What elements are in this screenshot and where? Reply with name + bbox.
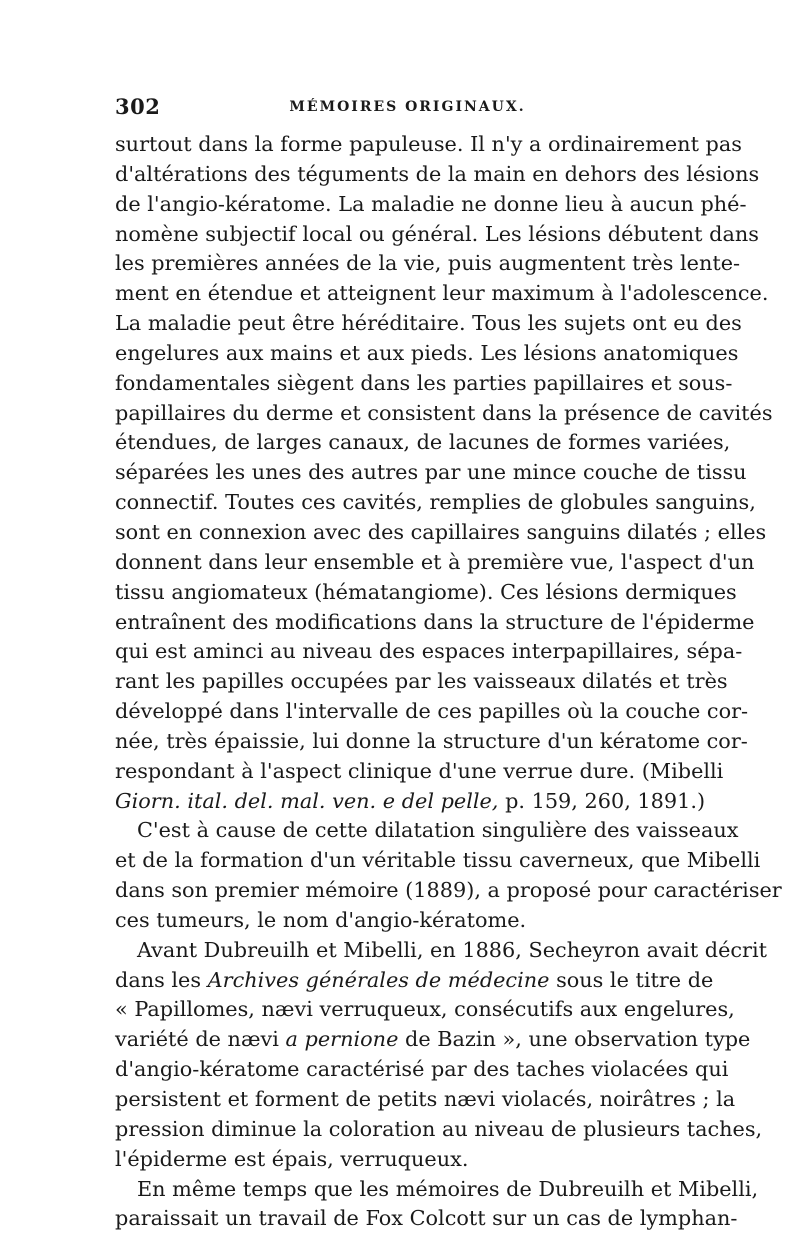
text-line: Avant Dubreuilh et Mibelli, en 1886, Secheyron avait décrit [137, 937, 767, 962]
text-line: les premières années de la vie, puis augmentent très lente- [115, 251, 741, 276]
citation-line [115, 787, 706, 817]
text-line: dans son premier mémoire (1889), a proposé pour caractériser [115, 878, 782, 903]
text-line: En même temps que les mémoires de Dubreuilh et Mibelli, [137, 1176, 759, 1201]
text-line: sont en connexion avec des capillaires sanguins dilatés ; elles [115, 519, 767, 544]
citation-pages: p. 159, 260, 1891.) [505, 788, 706, 813]
text-line: connectif. Toutes ces cavités, remplies de globules sanguins, [115, 490, 756, 515]
running-title: MÉMOIRES ORIGINAUX. [289, 99, 526, 115]
text-line: et de la formation d'un véritable tissu caverneux, que Mibelli [115, 848, 761, 873]
text-segment: variété de nævi [115, 1027, 279, 1052]
paragraph-1 [115, 130, 773, 816]
text-line: engelures aux mains et aux pieds. Les lésions anatomiques [115, 340, 739, 365]
text-line: d'angio-kératome caractérisé par des taches violacées qui [115, 1057, 729, 1082]
text-line: l'épiderme est épais, verruqueux. [115, 1146, 469, 1171]
text-line: La maladie peut être héréditaire. Tous les sujets ont eu des [115, 311, 742, 336]
text-line [115, 966, 714, 996]
text-line: « Papillomes, nævi verruqueux, consécutifs aux engelures, [115, 997, 735, 1022]
text-line: ces tumeurs, le nom d'angio-kératome. [115, 907, 527, 932]
text-line: d'altérations des téguments de la main en dehors des lésions [115, 161, 760, 186]
text-line: rant les papilles occupées par les vaisseaux dilatés et très [115, 669, 728, 694]
page-number: 302 [115, 94, 161, 119]
page-header [115, 94, 700, 124]
text-line: entraînent des modifications dans la structure de l'épiderme [115, 609, 755, 634]
paragraph-3 [115, 936, 767, 1175]
text-segment: sous le titre de [556, 967, 714, 992]
text-line: persistent et forment de petits nævi violacés, noirâtres ; la [115, 1087, 736, 1111]
paragraph-2 [115, 816, 782, 935]
text-line: surtout dans la forme papuleuse. Il n'y a ordinairement pas [115, 132, 742, 156]
text-line: tissu angiomateux (hématangiome). Ces lésions dermiques [115, 579, 737, 604]
text-line: qui est aminci au niveau des espaces interpapillaires, sépa- [115, 639, 743, 664]
text-line: respondant à l'aspect clinique d'une verrue dure. (Mibelli [115, 758, 724, 783]
text-line: pression diminue la coloration au niveau de plusieurs taches, [115, 1116, 763, 1141]
text-line: nomène subjectif local ou général. Les lésions débutent dans [115, 221, 759, 246]
text-line: de l'angio-kératome. La maladie ne donne lieu à aucun phé- [115, 191, 747, 216]
journal-citation: Giorn. ital. del. mal. ven. e del pelle, [115, 788, 499, 813]
text-line: ment en étendue et atteignent leur maximum à l'adolescence. [115, 281, 769, 306]
text-line: C'est à cause de cette dilatation singulière des vaisseaux [137, 818, 739, 843]
journal-title: Archives générales de médecine [207, 967, 550, 992]
text-line: donnent dans leur ensemble et à première vue, l'aspect d'un [115, 549, 755, 574]
text-line [115, 1025, 751, 1055]
text-segment: de Bazin », une observation type [405, 1027, 751, 1052]
text-line: étendues, de larges canaux, de lacunes de formes variées, [115, 430, 731, 455]
text-line: fondamentales siègent dans les parties papillaires et sous- [115, 370, 733, 395]
paragraph-4 [115, 1175, 759, 1234]
text-line: paraissait un travail de Fox Colcott sur un cas de lymphan- [115, 1206, 738, 1231]
italic-term: a pernione [285, 1027, 399, 1052]
body-text [115, 130, 782, 1234]
text-line: séparées les unes des autres par une mince couche de tissu [115, 460, 747, 485]
text-line: développé dans l'intervalle de ces papilles où la couche cor- [115, 699, 749, 724]
text-line: née, très épaissie, lui donne la structure d'un kératome cor- [115, 728, 748, 753]
text-segment: dans les [115, 967, 202, 992]
text-line: papillaires du derme et consistent dans la présence de cavités [115, 400, 773, 425]
